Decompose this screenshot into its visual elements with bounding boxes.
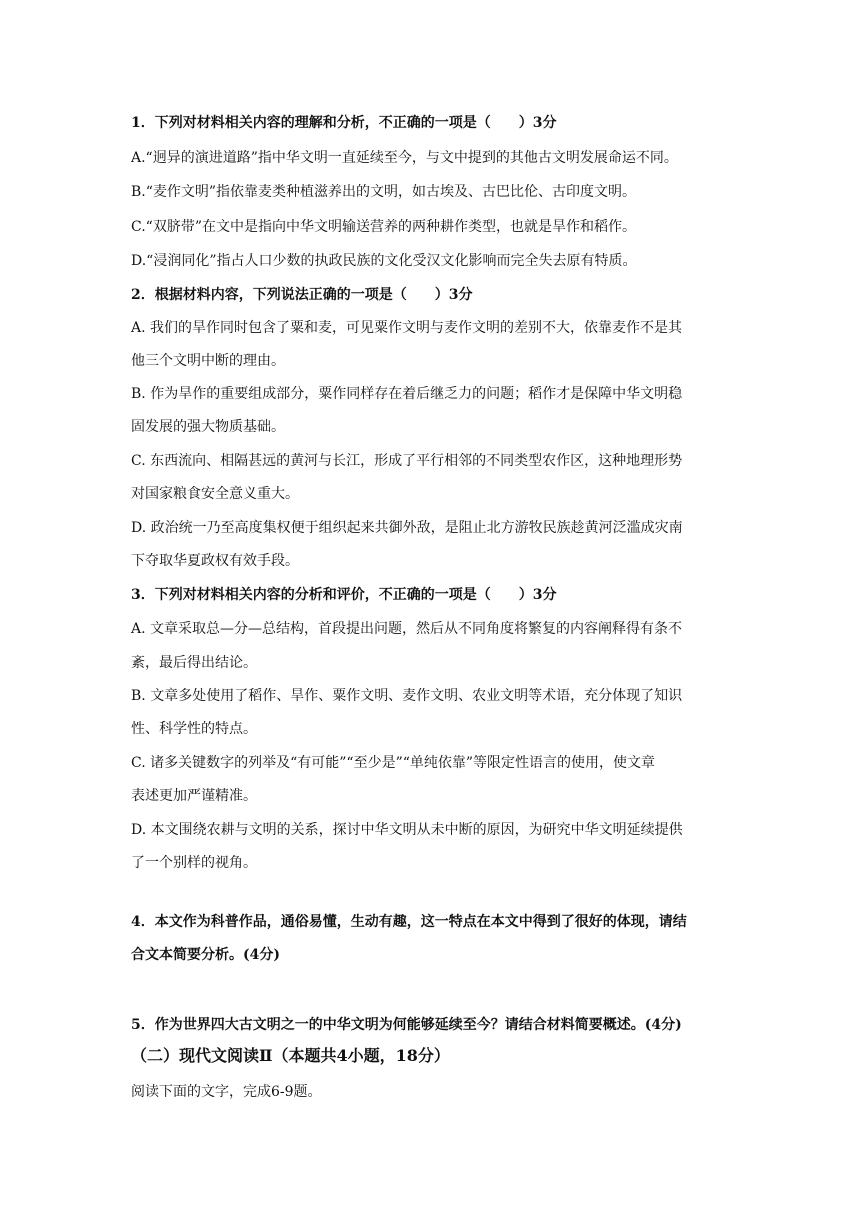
question-4-line-1: 4．本文作为科普作品，通俗易懂，生动有趣，这一特点在本文中得到了很好的体现，请结 (131, 914, 687, 930)
question-2-option-a-line-1: A. 我们的旱作同时包含了粟和麦，可见粟作文明与麦作文明的差别不大，依靠麦作不是其 (131, 320, 683, 336)
question-2-option-a-line-2: 他三个文明中断的理由。 (131, 353, 285, 369)
question-2-option-d-line-1: D. 政治统一乃至高度集权便于组织起来共御外敌，是阻止北方游牧民族趁黄河泛滥成灾南 (131, 520, 683, 536)
question-2-option-c-line-2: 对国家粮食安全意义重大。 (131, 486, 299, 502)
question-3-option-b-line-1: B. 文章多处使用了稻作、旱作、粟作文明、麦作文明、农业文明等术语，充分体现了知识 (131, 688, 683, 704)
question-1-option-d: D.“浸润同化”指占人口少数的执政民族的文化受汉文化影响而完全失去原有特质。 (131, 253, 637, 269)
question-4-line-2: 合文本简要分析。(4分) (131, 947, 280, 963)
question-3-option-d-line-1: D. 本文围绕农耕与文明的关系，探讨中华文明从未中断的原因，为研究中华文明延续提供 (131, 822, 683, 838)
question-2-option-c-line-1: C. 东西流向、相隔甚远的黄河与长江，形成了平行相邻的不同类型农作区，这种地理形势 (131, 453, 683, 469)
question-3-option-a-line-2: 紊，最后得出结论。 (131, 655, 257, 671)
question-3-option-b-line-2: 性、科学性的特点。 (131, 721, 257, 737)
question-2-title: 2．根据材料内容，下列说法正确的一项是（ ）3分 (131, 287, 473, 303)
question-3-option-d-line-2: 了一个别样的视角。 (131, 855, 257, 871)
question-2-option-b-line-1: B. 作为旱作的重要组成部分，粟作同样存在着后继乏力的问题；稻作才是保障中华文明稳 (131, 386, 683, 402)
question-2-option-b-line-2: 固发展的强大物质基础。 (131, 419, 285, 435)
question-1-title: 1．下列对材料相关内容的理解和分析，不正确的一项是（ ）3分 (131, 115, 557, 131)
section-heading: （二）现代文阅读Ⅱ（本题共4小题，18分） (131, 1046, 450, 1065)
question-3-title: 3．下列对材料相关内容的分析和评价，不正确的一项是（ ）3分 (131, 587, 557, 603)
question-2-option-d-line-2: 下夺取华夏政权有效手段。 (131, 553, 299, 569)
question-3-option-a-line-1: A. 文章采取总—分—总结构，首段提出问题，然后从不同角度将繁复的内容阐释得有条不 (131, 621, 683, 637)
question-1-option-a: A.“迥异的演进道路”指中华文明一直延续至今，与文中提到的其他古文明发展命运不同。 (131, 150, 678, 166)
question-3-option-c-line-1: C. 诸多关键数字的列举及“有可能”“至少是”“单纯依靠”等限定性语言的使用，使文章 (131, 755, 656, 771)
question-3-option-c-line-2: 表述更加严谨精准。 (131, 788, 257, 804)
question-1-option-c: C.“双脐带”在文中是指向中华文明输送营养的两种耕作类型，也就是旱作和稻作。 (131, 219, 636, 235)
question-1-option-b: B.“麦作文明”指依靠麦类种植滋养出的文明，如古埃及、古巴比伦、古印度文明。 (131, 184, 637, 200)
question-5-line-1: 5．作为世界四大古文明之一的中华文明为何能够延续至今？请结合材料简要概述。(4分) (131, 1017, 682, 1033)
section-instruction: 阅读下面的文字，完成6-9题。 (131, 1084, 322, 1100)
